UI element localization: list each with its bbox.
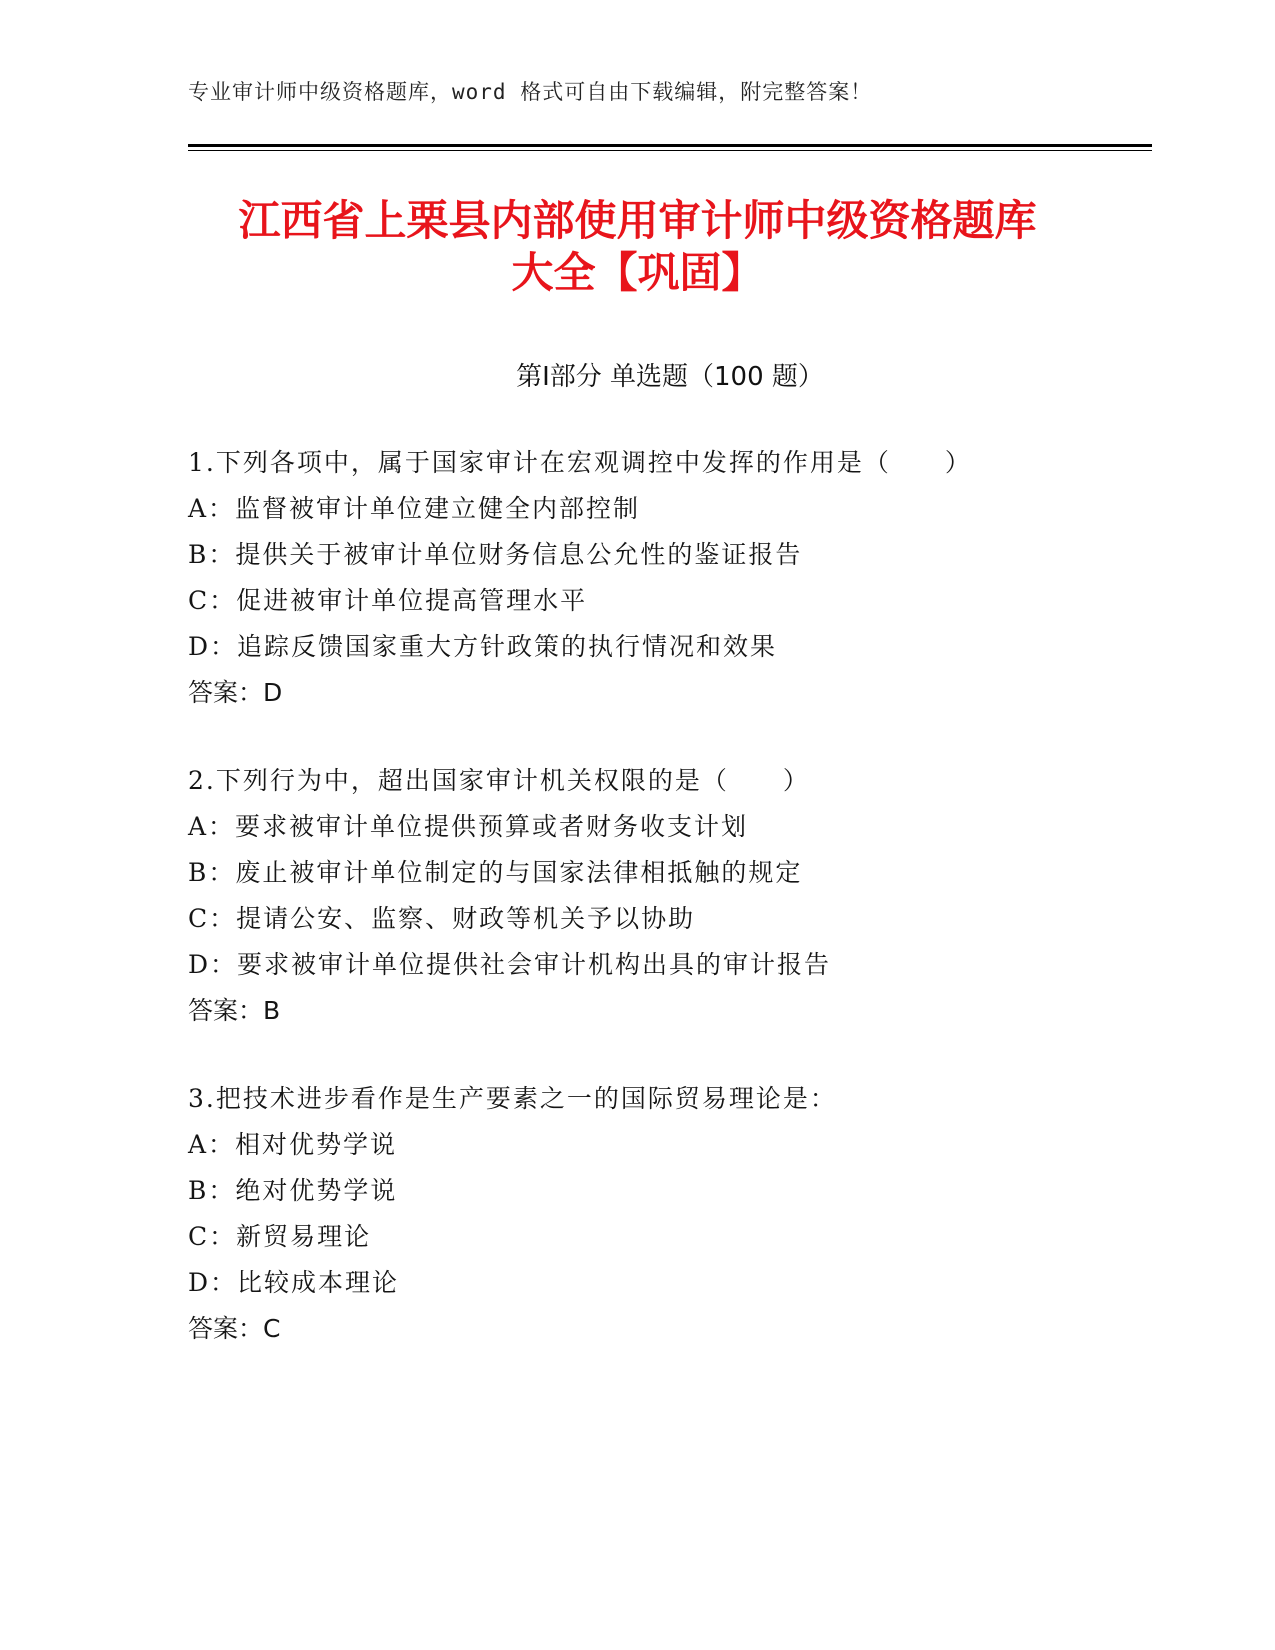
option-d: D：追踪反馈国家重大方针政策的执行情况和效果	[188, 632, 778, 661]
document-title-line-1: 江西省上栗县内部使用审计师中级资格题库	[238, 196, 1037, 245]
option-c: C：提请公安、监察、财政等机关予以协助	[188, 904, 696, 933]
question-stem: 2.下列行为中，超出国家审计机关权限的是（ ）	[188, 766, 810, 795]
option-d: D：比较成本理论	[188, 1268, 400, 1297]
answer: 答案：C	[188, 1314, 281, 1343]
option-b: B：提供关于被审计单位财务信息公允性的鉴证报告	[188, 540, 803, 569]
answer: 答案：D	[188, 678, 283, 707]
section-title: 第Ⅰ部分 单选题（100 题）	[516, 362, 824, 392]
header-rule-thick	[188, 144, 1152, 147]
question-1	[188, 440, 1152, 716]
document-title	[150, 195, 1125, 299]
header-rule-thin	[188, 150, 1152, 151]
header-note: 专业审计师中级资格题库，word 格式可自由下载编辑，附完整答案！	[188, 80, 873, 104]
option-a: A：相对优势学说	[188, 1130, 398, 1159]
option-c: C：新贸易理论	[188, 1222, 372, 1251]
answer: 答案：B	[188, 996, 281, 1025]
option-a: A：要求被审计单位提供预算或者财务收支计划	[188, 812, 749, 841]
question-3	[188, 1076, 1152, 1352]
option-b: B：废止被审计单位制定的与国家法律相抵触的规定	[188, 858, 803, 887]
option-d: D：要求被审计单位提供社会审计机构出具的审计报告	[188, 950, 832, 979]
question-stem: 3.把技术进步看作是生产要素之一的国际贸易理论是：	[188, 1084, 837, 1113]
option-b: B：绝对优势学说	[188, 1176, 398, 1205]
option-c: C：促进被审计单位提高管理水平	[188, 586, 588, 615]
question-stem: 1.下列各项中，属于国家审计在宏观调控中发挥的作用是（ ）	[188, 448, 972, 477]
option-a: A：监督被审计单位建立健全内部控制	[188, 494, 641, 523]
document-title-line-2: 大全【巩固】	[511, 248, 764, 297]
question-2	[188, 758, 1152, 1034]
